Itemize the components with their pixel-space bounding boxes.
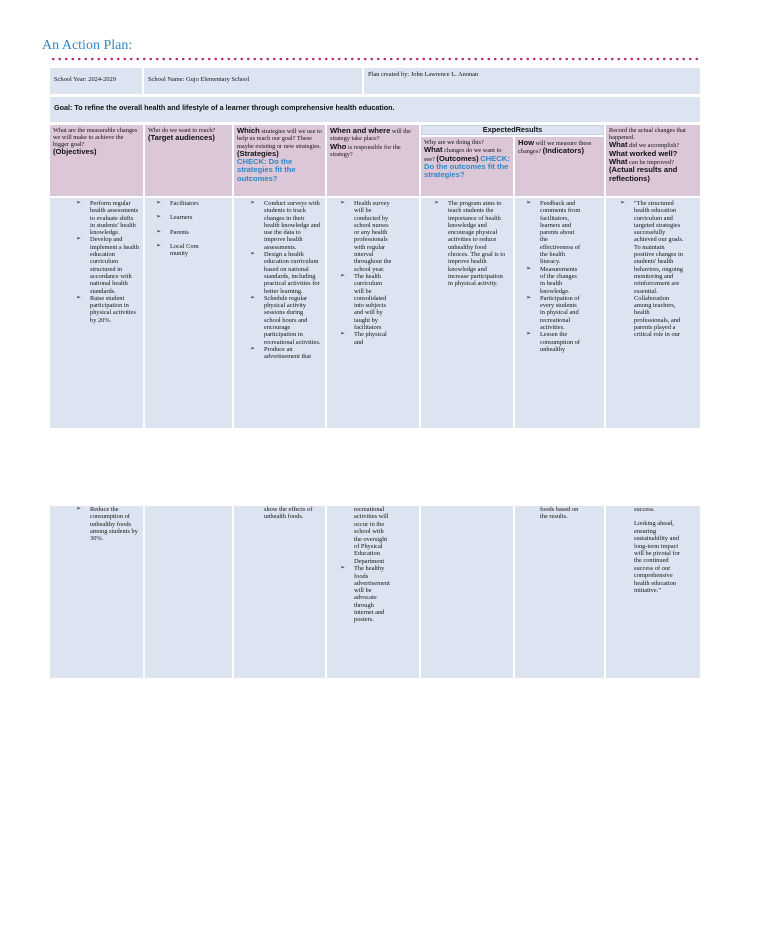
actual-list xyxy=(620,200,686,339)
header-indicators-question: will we measure these changes? xyxy=(518,140,592,156)
when-text: recreational activities will occur in the school with the oversight of Physical Education Department xyxy=(354,506,389,565)
header-outcomes-why: Why are we doing this? xyxy=(424,139,484,146)
arrow-bullet-icon: ➢ xyxy=(340,272,346,279)
objectives-cell-1 xyxy=(50,198,143,428)
header-actual-label: (Actual results and reflections) xyxy=(609,165,678,183)
header-audiences-question: Who do we want to reach? xyxy=(148,127,216,134)
arrow-bullet-icon: ➢ xyxy=(76,506,82,512)
header-actual xyxy=(606,125,700,196)
arrow-bullet-icon: ➢ xyxy=(76,236,82,243)
when-cell-2 xyxy=(327,506,419,678)
outcomes-cell-2 xyxy=(421,506,513,678)
header-when-question: will the strategy take place? xyxy=(330,128,411,143)
header-actual-worked: What worked well? xyxy=(609,148,678,158)
indicator-text: Lessen the consumption of unhealthy xyxy=(540,331,580,353)
header-strategies xyxy=(234,125,325,196)
indicators-cell-1 xyxy=(515,198,604,428)
arrow-bullet-icon: ➢ xyxy=(76,294,82,301)
audiences-cell-2 xyxy=(145,506,232,678)
expected-results-bar xyxy=(421,125,604,135)
list-item xyxy=(76,236,139,295)
header-strategies-question: strategies will we use to help us reach our goal? These maybe existing or new strategies. xyxy=(237,128,322,150)
outcomes-cell-1 xyxy=(421,198,513,428)
arrow-bullet-icon: ➢ xyxy=(526,331,532,338)
strategies-cell-2 xyxy=(234,506,325,678)
expected-results-label: ExpectedResults xyxy=(482,125,543,134)
audience-text: Parents xyxy=(170,228,189,236)
list-item xyxy=(250,251,321,295)
objective-text: Reduce the consumption of unhealthy foods among students by 30%. xyxy=(90,506,138,543)
header-outcomes-check: CHECK: Do the outcomes fit the strategies? xyxy=(424,153,510,180)
header-strategies-check: CHECK: Do the strategies fit the outcomes? xyxy=(237,157,296,183)
arrow-bullet-icon: ➢ xyxy=(526,294,532,301)
list-item xyxy=(250,345,321,361)
list-item xyxy=(526,331,582,353)
list-item xyxy=(340,272,393,332)
when-text: The health curriculum will be consolidated into subjects and will by taught by facilitators xyxy=(354,272,387,332)
list-item xyxy=(156,228,200,236)
when-list xyxy=(340,200,393,346)
strategy-text: show the effects of unhealth foods. xyxy=(264,506,313,521)
header-outcomes-label: (Outcomes) xyxy=(436,153,479,163)
header-actual-what2: What xyxy=(609,157,628,166)
arrow-bullet-icon: ➢ xyxy=(340,565,346,572)
arrow-bullet-icon: ➢ xyxy=(526,265,532,272)
list-item xyxy=(156,200,200,207)
header-actual-record: Record the actual changes that happened. xyxy=(609,127,686,142)
arrow-bullet-icon: ➢ xyxy=(250,200,256,206)
objectives-list-cont xyxy=(76,506,139,543)
page-title: An Action Plan: xyxy=(42,38,133,53)
list-item xyxy=(340,565,393,624)
indicator-text: Feedback and comments from facilitators, learners and parents about the effectiveness of the health literacy. xyxy=(540,200,581,266)
arrow-bullet-icon: ➢ xyxy=(526,200,532,206)
indicator-text: foods based on the results. xyxy=(540,506,579,521)
list-item xyxy=(76,200,139,237)
arrow-bullet-icon: ➢ xyxy=(340,331,346,338)
actual-cell-2 xyxy=(606,506,700,678)
header-actual-improved: can be improved? xyxy=(627,159,674,166)
header-objectives xyxy=(50,125,143,196)
list-item xyxy=(156,214,200,222)
strategy-text: Design a health education curriculum based on national standards, including practical activities for better learning. xyxy=(264,251,320,295)
school-year: School Year: 2024-2029 xyxy=(54,76,116,83)
indicators-list xyxy=(526,200,582,353)
arrow-bullet-icon: ➢ xyxy=(250,345,256,352)
school-name-cell xyxy=(144,68,362,94)
list-item xyxy=(434,200,508,288)
school-year-cell xyxy=(50,68,142,94)
header-outcomes-question: changes do we want to see? xyxy=(424,147,502,163)
created-by: Plan created by: John Lawrence L. Anonan xyxy=(368,71,479,78)
header-audiences xyxy=(145,125,232,196)
list-item xyxy=(340,331,393,346)
audiences-list xyxy=(156,200,200,258)
list-item xyxy=(620,200,686,339)
header-outcomes-what: What xyxy=(424,145,443,155)
goal-cell xyxy=(50,97,700,122)
header-actual-what1: What xyxy=(609,140,628,150)
list-item xyxy=(526,294,582,332)
header-when-label: When and where xyxy=(330,126,391,135)
list-item xyxy=(526,200,582,266)
list-item xyxy=(250,200,321,251)
list-item xyxy=(526,265,582,295)
school-name: School Name: Gujo Elementary School xyxy=(148,76,250,83)
header-indicators-how: How xyxy=(518,138,535,147)
when-text: Health survey will be conducted by school nurses or any health professionals with regular interval throughout the school year. xyxy=(354,200,392,273)
audiences-cell-1 xyxy=(145,198,232,428)
actual-cell-1 xyxy=(606,198,700,428)
objectives-cell-2 xyxy=(50,506,143,678)
header-when xyxy=(327,125,419,196)
when-text: The physical and xyxy=(354,331,387,346)
objectives-list xyxy=(76,200,139,324)
goal-text: Goal: To refine the overall health and lifestyle of a learner through comprehensive health education. xyxy=(54,103,395,112)
list-item xyxy=(156,242,200,258)
list-item xyxy=(340,200,393,273)
indicators-cell-2 xyxy=(515,506,604,678)
strategy-text: Conduct surveys with students to track changes in their health knowledge and use the data to improve health assessments. xyxy=(264,200,321,251)
indicator-text: Participation of every students in physical and recreational activities. xyxy=(540,294,580,332)
header-indicators-label: (Indicators) xyxy=(542,146,585,156)
list-item xyxy=(76,294,139,324)
audience-text: Learners xyxy=(170,214,193,222)
strategy-text: Produce an advertisement that xyxy=(264,345,312,361)
arrow-bullet-icon: ➢ xyxy=(250,251,256,258)
arrow-bullet-icon: ➢ xyxy=(156,228,162,235)
strategies-cell-1 xyxy=(234,198,325,428)
header-objectives-question: What are the measurable changes we will make to achieve the bigger goal? xyxy=(53,127,138,149)
outcome-text: The program aims to teach students the importance of health knowledge and encourage physical activities to reduce unhealthy food choices. The goal is to improve health knowledge and increase participation in physical activity. xyxy=(448,200,506,288)
header-objectives-label: (Objectives) xyxy=(53,147,97,157)
actual-text: Looking ahead, ensuring sustainability and long-term impact will be pivotal for the continued success of our comprehensive health education initiative." xyxy=(634,520,680,595)
arrow-bullet-icon: ➢ xyxy=(340,200,346,206)
header-who-label: Who xyxy=(330,141,347,151)
arrow-bullet-icon: ➢ xyxy=(620,200,626,206)
arrow-bullet-icon: ➢ xyxy=(76,200,82,206)
when-list-cont xyxy=(340,565,393,624)
actual-text: success. xyxy=(634,506,655,513)
list-item xyxy=(250,294,321,346)
audience-text: Local Community xyxy=(170,242,199,258)
outcomes-list xyxy=(434,200,508,288)
header-outcomes xyxy=(421,137,513,196)
arrow-bullet-icon: ➢ xyxy=(156,242,162,249)
arrow-bullet-icon: ➢ xyxy=(250,294,256,301)
created-by-cell xyxy=(364,68,700,94)
objective-text: Develop and implement a health education curriculum structured in accordance with national health standards. xyxy=(90,236,139,295)
indicator-text: Measurements of the changes in health knowledge. xyxy=(540,265,578,295)
objective-text: Perform regular health assessments to evaluate shifts in students' health knowledge. xyxy=(90,200,139,237)
arrow-bullet-icon: ➢ xyxy=(434,200,440,206)
arrow-bullet-icon: ➢ xyxy=(156,214,162,221)
when-text: The healthy foods advertisement will be advocate through internet and posters. xyxy=(354,565,390,624)
arrow-bullet-icon: ➢ xyxy=(156,200,162,206)
strategy-text: Schedule regular physical activity sessions during school hours and encourage participation in recreational activities. xyxy=(264,294,321,346)
strategies-list xyxy=(250,200,321,361)
actual-text: "The structured health education curriculum and targeted strategies successfully achieved our goals. To maintain positive changes in students' health behaviors, ongoing monitoring and reinforcement are essential. Collaboration among teachers, health professionals, and parents played a critical role in our xyxy=(634,200,684,339)
dotted-divider xyxy=(50,57,700,61)
header-audiences-label: (Target audiences) xyxy=(148,133,215,143)
header-strategies-which: Which xyxy=(237,126,260,135)
header-indicators xyxy=(515,137,604,196)
when-cell-1 xyxy=(327,198,419,428)
header-who-question: is responsible for the strategy? xyxy=(330,143,401,158)
objective-text: Raise student participation in physical activities by 20%. xyxy=(90,294,136,324)
header-actual-accomplish: did we accomplish? xyxy=(627,142,680,150)
list-item xyxy=(76,506,139,543)
audience-text: Facilitators xyxy=(170,200,199,207)
header-strategies-label: (Strategies) xyxy=(237,148,279,158)
